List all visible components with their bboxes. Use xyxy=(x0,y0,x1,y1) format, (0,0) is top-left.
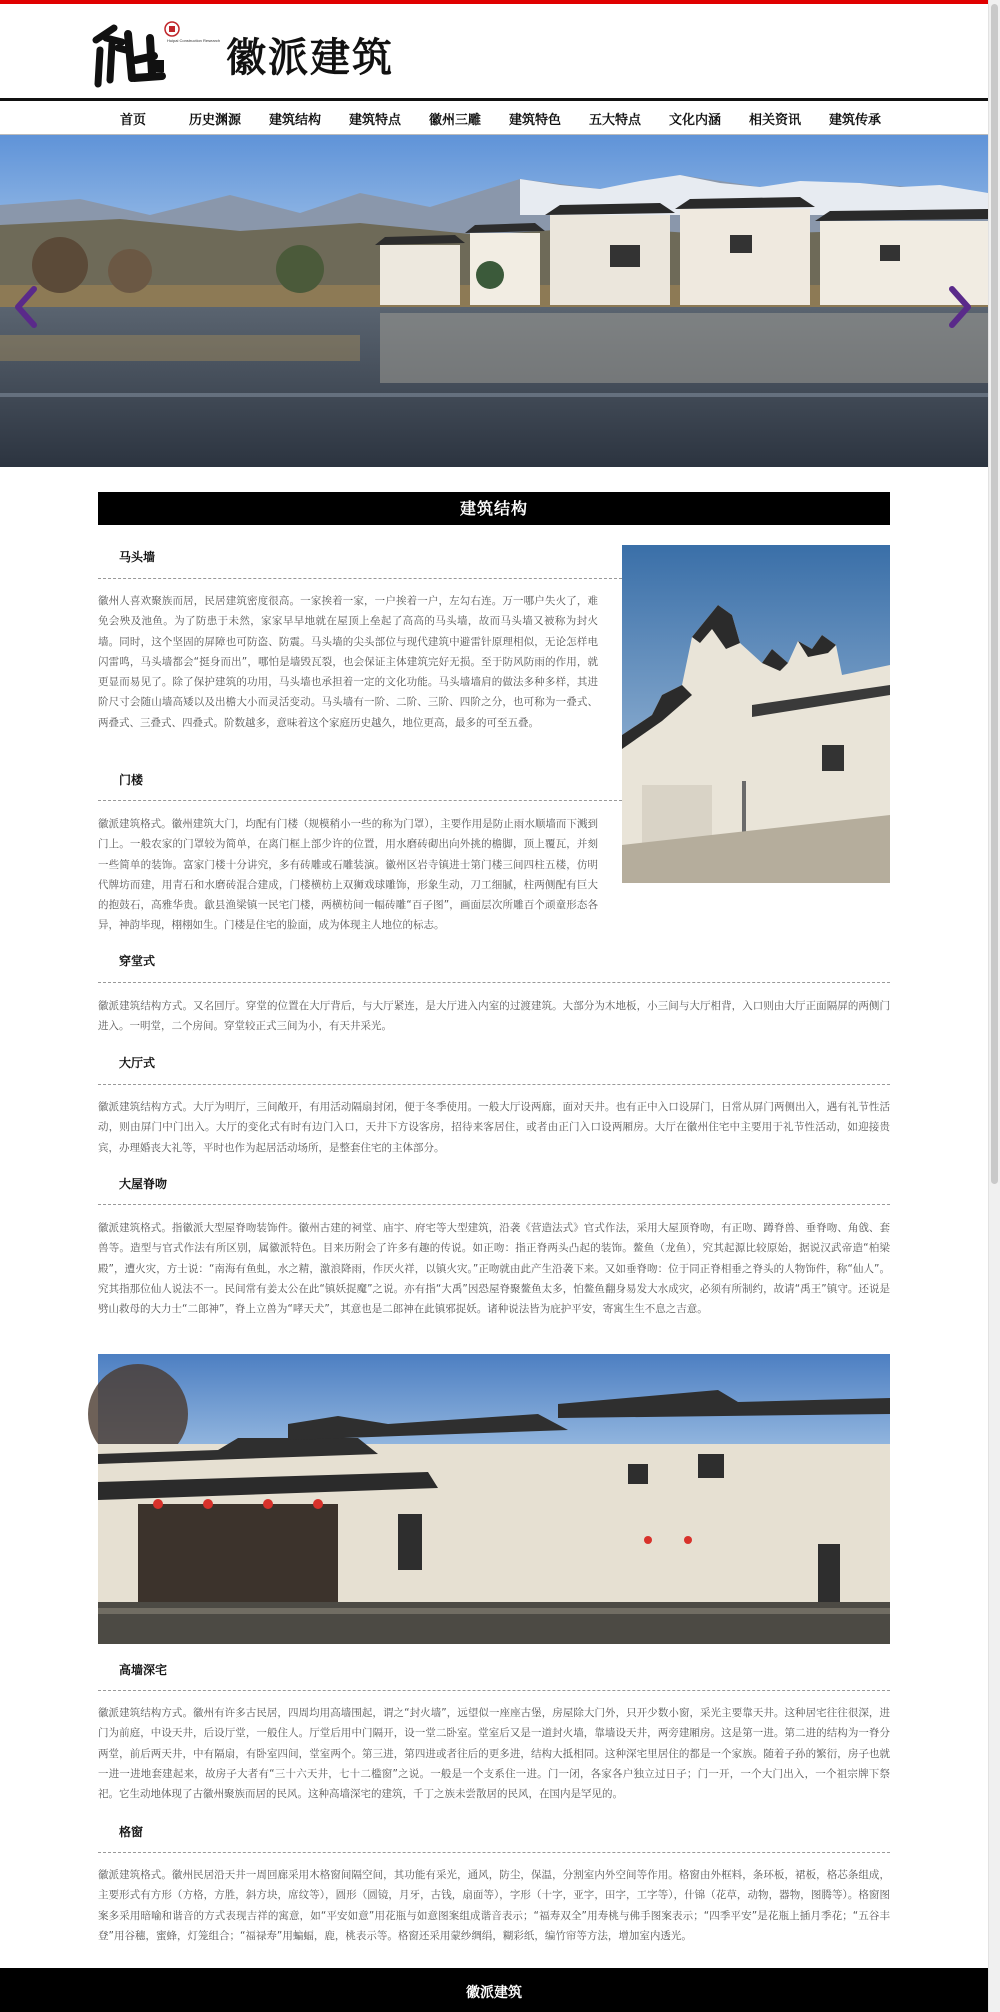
divider xyxy=(98,578,622,579)
divider xyxy=(98,1084,890,1085)
subheading-main-hall: 大厅式 xyxy=(119,1056,156,1070)
logo-caption: Huipai Construction Research xyxy=(167,38,221,43)
section-title: 建筑结构 xyxy=(98,492,890,525)
divider xyxy=(98,1690,890,1691)
nav-item-features[interactable]: 建筑特点 xyxy=(349,113,402,128)
nav-item-heritage[interactable]: 建筑传承 xyxy=(829,113,882,128)
site-logo[interactable] xyxy=(92,20,221,86)
banner-image xyxy=(0,135,988,467)
nav-item-news[interactable]: 相关资讯 xyxy=(749,113,802,128)
paragraph-lattice-windows: 徽派建筑格式。徽州民居沿天井一周回廊采用木格窗间隔空间，其功能有采光，通风，防尘，保温，分割室内外空间等作用。格窗由外框料，条环板，裙板，格芯条组成，主要形式有方形（方格，方胜，斜方块，席纹等），圆形（圆镜，月牙，古钱，扇面等），字形（十字，亚字，田字，工字等），什锦（花草，动物，器物，图腾等）。格窗图案多采用暗喻和谐音的方式表现吉祥的寓意，如“平安如意”用花瓶与如意图案组成谐音表示；“福寿双全”用寿桃与佛手图案表示；“四季平安”是花瓶上插月季花；“五谷丰登”用谷穗，蜜蜂，灯笼组合；“福禄寿”用蝙蝠，鹿，桃表示等。格窗还采用蒙纱绸绢，糊彩纸，编竹帘等方法，增加室内透光。 xyxy=(98,1869,890,1942)
paragraph-passage-hall: 徽派建筑结构方式。又名回厅。穿堂的位置在大厅背后，与大厅紧连，是大厅进入内室的过渡建筑。大部分为木地板，小三间与大厅相背，入口则由大厅正面隔屏的两侧门进入。一明堂，二个房间。穿堂较正式三间为小，有天井采光。 xyxy=(98,1000,890,1033)
village-houses-photo xyxy=(98,1354,890,1644)
subheading-lattice-windows: 格窗 xyxy=(119,1825,144,1839)
paragraph-horse-head-wall: 徽州人喜欢聚族而居，民居建筑密度很高。一家挨着一家，一户挨着一户，左勾右连。万一哪户失火了，难免会殃及池鱼。为了防患于未然，家家早早地就在屋顶上垒起了高高的马头墙，故而马头墙又被称为封火墙。同时，这个坚固的屏障也可防盗、防震。马头墙的尖头部位与现代建筑中避雷针原理相似，无论怎样电闪雷鸣，马头墙都会“挺身而出”，哪怕是墙毁瓦裂，也会保证主体建筑完好无损。至于防风防雨的作用，就更显而易见了。除了保护建筑的功用，马头墙也承担着一定的文化功能。马头墙墙肩的做法多种多样，其进阶尺寸会随山墙高矮以及出檐大小而灵活变动。马头墙有一阶、二阶、三阶、四阶之分，也可称为一叠式、两叠式、三叠式、四叠式。阶数越多，意味着这个家庭历史越久，地位更高，最多的可至五叠。 xyxy=(98,595,598,729)
page-scrollbar[interactable] xyxy=(988,0,1000,2012)
scrollbar-thumb[interactable] xyxy=(991,4,998,1184)
paragraph-high-walls: 徽派建筑结构方式。徽州有许多古民居，四周均用高墙围起，谓之“封火墙”，远望似一座座古堡，房屋除大门外，只开少数小窗，采光主要靠天井。这种居宅往往很深，进门为前庭，中设天井，后设厅堂，一般住人。厅堂后用中门隔开，设一堂二卧室。堂室后又是一道封火墙，靠墙设天井，两旁建厢房。这是第一进。第二进的结构为一脊分两堂，前后两天井，中有隔扇，有卧室四间，堂室两个。第三进，第四进或者往后的更多进，结构大抵相同。这种深宅里居住的都是一个家族。随着子孙的繁衍，房子也就一进一进地套建起来，故房子大者有“三十六天井，七十二槛窗”之说。一般是一个支系住一进。门一闭，各家各户独立过日子；门一开，一个大门出入，一个祖宗牌下祭祀。它生动地体现了古徽州聚族而居的民风。这种高墙深宅的建筑，千丁之族未尝散居的民风，在国内是罕见的。 xyxy=(98,1707,890,1801)
subheading-gate-tower: 门楼 xyxy=(119,773,144,787)
site-title: 徽派建筑 xyxy=(226,34,394,81)
divider xyxy=(98,1852,890,1853)
banner-slideshow xyxy=(0,135,988,467)
divider xyxy=(98,800,622,801)
paragraph-gate-tower: 徽派建筑格式。徽州建筑大门，均配有门楼（规模稍小一些的称为门罩），主要作用是防止雨水顺墙而下溅到门上。一般农家的门罩较为简单，在离门框上部少许的位置，用水磨砖砌出向外挑的檐脚，顶上覆瓦，并刻一些简单的装饰。富家门楼十分讲究，多有砖雕或石雕装演。徽州区岩寺镇进士第门楼三间四柱五楼，仿明代牌坊而建，用青石和水磨砖混合建成，门楼横枋上双狮戏球雕饰，形象生动，刀工细腻，柱两侧配有巨大的抱鼓石，高雅华贵。歙县渔梁镇一民宅门楼，两横枋间一幅砖雕“百子图”，画面层次所雕百个顽童形态各异，神韵毕现，栩栩如生。门楼是住宅的脸面，成为体现主人地位的标志。 xyxy=(98,818,598,932)
paragraph-roof-ridge: 徽派建筑格式。指徽派大型屋脊吻装饰件。徽州古建的祠堂、庙宇、府宅等大型建筑，沿袭《营造法式》官式作法，采用大屋顶脊吻，有正吻、蹲脊兽、垂脊吻、角戗、套兽等。造型与官式作法有所区别，属徽派特色。目来历附会了许多有趣的传说。如正吻：指正脊两头凸起的装饰。鳌鱼（龙鱼），究其起源比较原始，据说汉武帝造“柏梁殿”，遭火灾，方士说：“南海有鱼虬，水之精，激浪降雨，作厌火祥，以镇火灾。”正吻就由此产生沿袭下来。又如垂脊吻：位于同正脊相垂之脊头的人物饰件，称“仙人”。究其指那位仙人说法不一。民间常有姜太公在此“镇妖捉魔”之说。亦有指“大禹”因恐屋脊聚鳌鱼太多，怕鳌鱼翻身易发大水成灾，必须有所制约，故请“禹王”镇守。还说是劈山救母的大力士“二郎神”，脊上立兽为“哮天犬”，其意也是二郎神在此镇邪捉妖。诸种说法皆为庇护平安，寄寓生生不息之吉意。 xyxy=(98,1222,890,1316)
divider xyxy=(98,982,890,983)
subheading-passage-hall: 穿堂式 xyxy=(119,954,156,968)
footer xyxy=(0,1968,988,2012)
header xyxy=(0,4,988,98)
banner-prev-arrow-icon[interactable] xyxy=(12,285,40,329)
paragraph-main-hall: 徽派建筑结构方式。大厅为明厅，三间敞开，有用活动隔扇封闭，便于冬季使用。一般大厅设两廊，面对天井。也有正中入口设屏门，日常从屏门两侧出入，遇有礼节性活动，则由屏门中门出入。大厅的变化式有时有边门入口，天井下方设客房，招待来客居住，或者由正门入口设两厢房。大厅在徽州住宅中主要用于礼节性活动，如迎接贵宾，办理婚丧大礼等，平时也作为起居活动场所，是整套住宅的主体部分。 xyxy=(98,1101,890,1154)
nav-item-three-carvings[interactable]: 徽州三雕 xyxy=(429,113,482,128)
subheading-roof-ridge: 大屋脊吻 xyxy=(119,1177,168,1191)
main-nav xyxy=(0,98,988,135)
divider xyxy=(98,1204,890,1205)
nav-item-home[interactable]: 首页 xyxy=(120,113,147,128)
horse-head-wall-photo xyxy=(622,545,890,883)
subheading-horse-head-wall: 马头墙 xyxy=(119,550,156,564)
nav-item-culture[interactable]: 文化内涵 xyxy=(669,113,722,128)
banner-next-arrow-icon[interactable] xyxy=(946,285,974,329)
nav-item-structure[interactable]: 建筑结构 xyxy=(269,113,322,128)
nav-item-five-features[interactable]: 五大特点 xyxy=(589,113,642,128)
nav-item-history[interactable]: 历史渊源 xyxy=(189,113,242,128)
footer-text: 徽派建筑 xyxy=(466,1985,522,2001)
subheading-high-walls: 高墙深宅 xyxy=(119,1663,168,1677)
nav-item-characteristics[interactable]: 建筑特色 xyxy=(509,113,562,128)
